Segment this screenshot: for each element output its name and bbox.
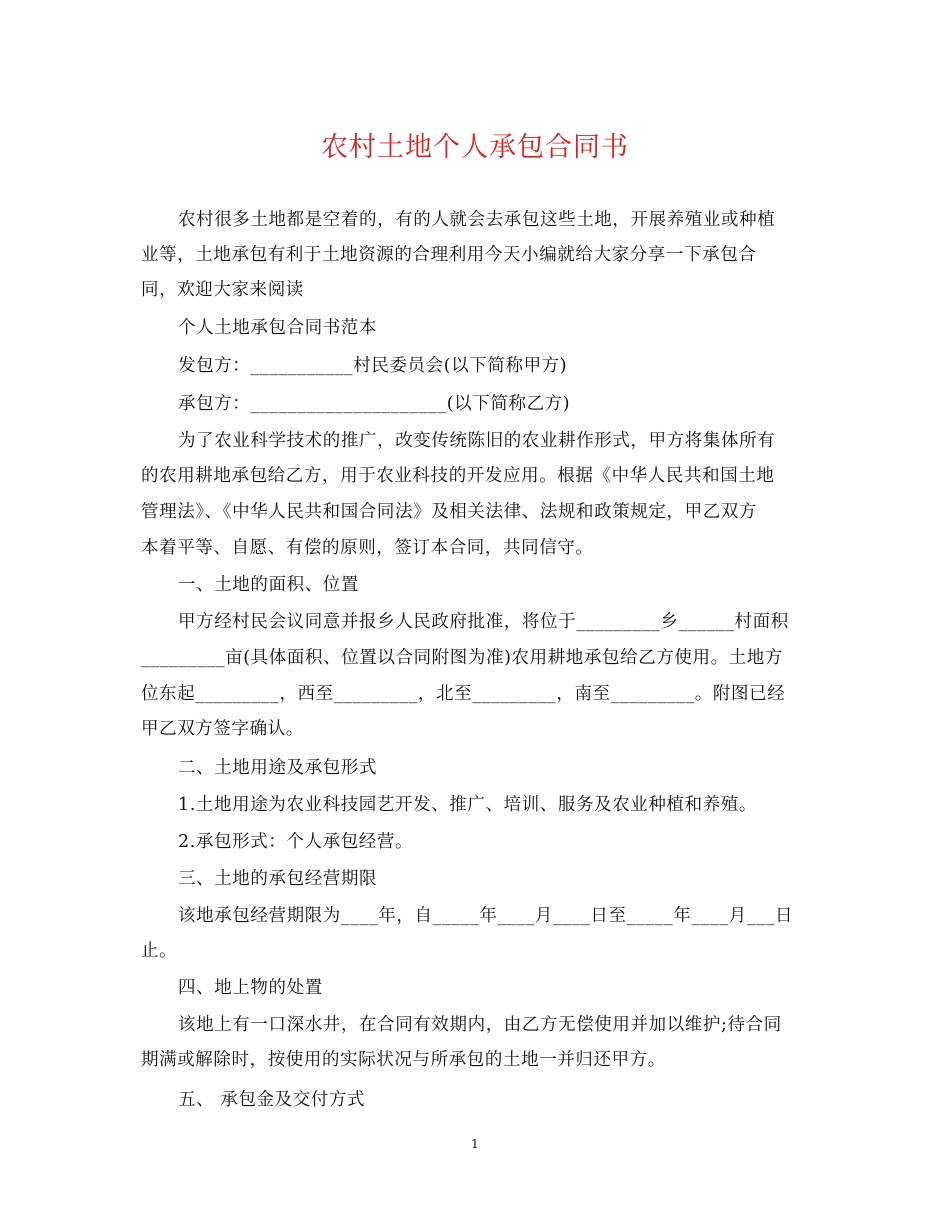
paragraph-line: 为了农业科学技术的推广，改变传统陈旧的农业耕作形式，甲方将集体所有	[178, 431, 776, 451]
paragraph-line: 甲方经村民会议同意并报乡人民政府批准，将位于_________乡______村面积	[178, 612, 789, 632]
paragraph-line: _________亩(具体面积、位置以合同附图为准)农用耕地承包给乙方使用。土地方	[141, 648, 784, 668]
section-heading: 四、地上物的处置	[178, 978, 323, 998]
paragraph-line: 本着平等、自愿、有偿的原则，签订本合同，共同信守。	[141, 538, 594, 558]
section-heading: 三、土地的承包经营期限	[178, 869, 378, 889]
paragraph-line: 的农用耕地承包给乙方，用于农业科技的开发应用。根据《中华人民共和国土地	[141, 466, 775, 486]
paragraph-line: 该地上有一口深水井，在合同有效期内，由乙方无偿使用并加以维护;待合同	[178, 1015, 782, 1035]
section-heading: 一、土地的面积、位置	[178, 575, 359, 595]
paragraph-line: 期满或解除时，按使用的实际状况与所承包的土地一并归还甲方。	[141, 1050, 666, 1070]
paragraph-line: 个人土地承包合同书范本	[178, 318, 378, 338]
page-number: 1	[471, 1137, 479, 1151]
paragraph-line: 1.土地用途为农业科技园艺开发、推广、培训、服务及农业种植和养殖。	[178, 795, 757, 815]
paragraph-line: 位东起_________，西至_________，北至_________，南至_________。附图已经	[141, 684, 786, 704]
paragraph-line: 管理法》、《中华人民共和国合同法》及相关法律、法规和政策规定，甲乙双方	[141, 502, 757, 522]
document-title: 农村土地个人承包合同书	[321, 132, 629, 163]
paragraph-line: 承包方：_____________________(以下简称乙方)	[178, 394, 571, 414]
paragraph-line: 该地承包经营期限为____年，自_____年____月____日至_____年____月___日	[178, 906, 794, 926]
section-heading: 五、 承包金及交付方式	[178, 1090, 366, 1110]
paragraph-line: 止。	[141, 941, 178, 961]
paragraph-line: 同，欢迎大家来阅读	[141, 280, 304, 300]
paragraph-line: 2.承包形式：个人承包经营。	[178, 832, 414, 852]
paragraph-line: 业等，土地承包有利于土地资源的合理利用今天小编就给大家分享一下承包合	[141, 245, 757, 265]
section-heading: 二、土地用途及承包形式	[178, 758, 378, 778]
paragraph-line: 甲乙双方签字确认。	[141, 719, 304, 739]
paragraph-line: 农村很多土地都是空着的，有的人就会去承包这些土地，开展养殖业或种植	[178, 210, 776, 230]
paragraph-line: 发包方：___________村民委员会(以下简称甲方)	[178, 356, 568, 376]
